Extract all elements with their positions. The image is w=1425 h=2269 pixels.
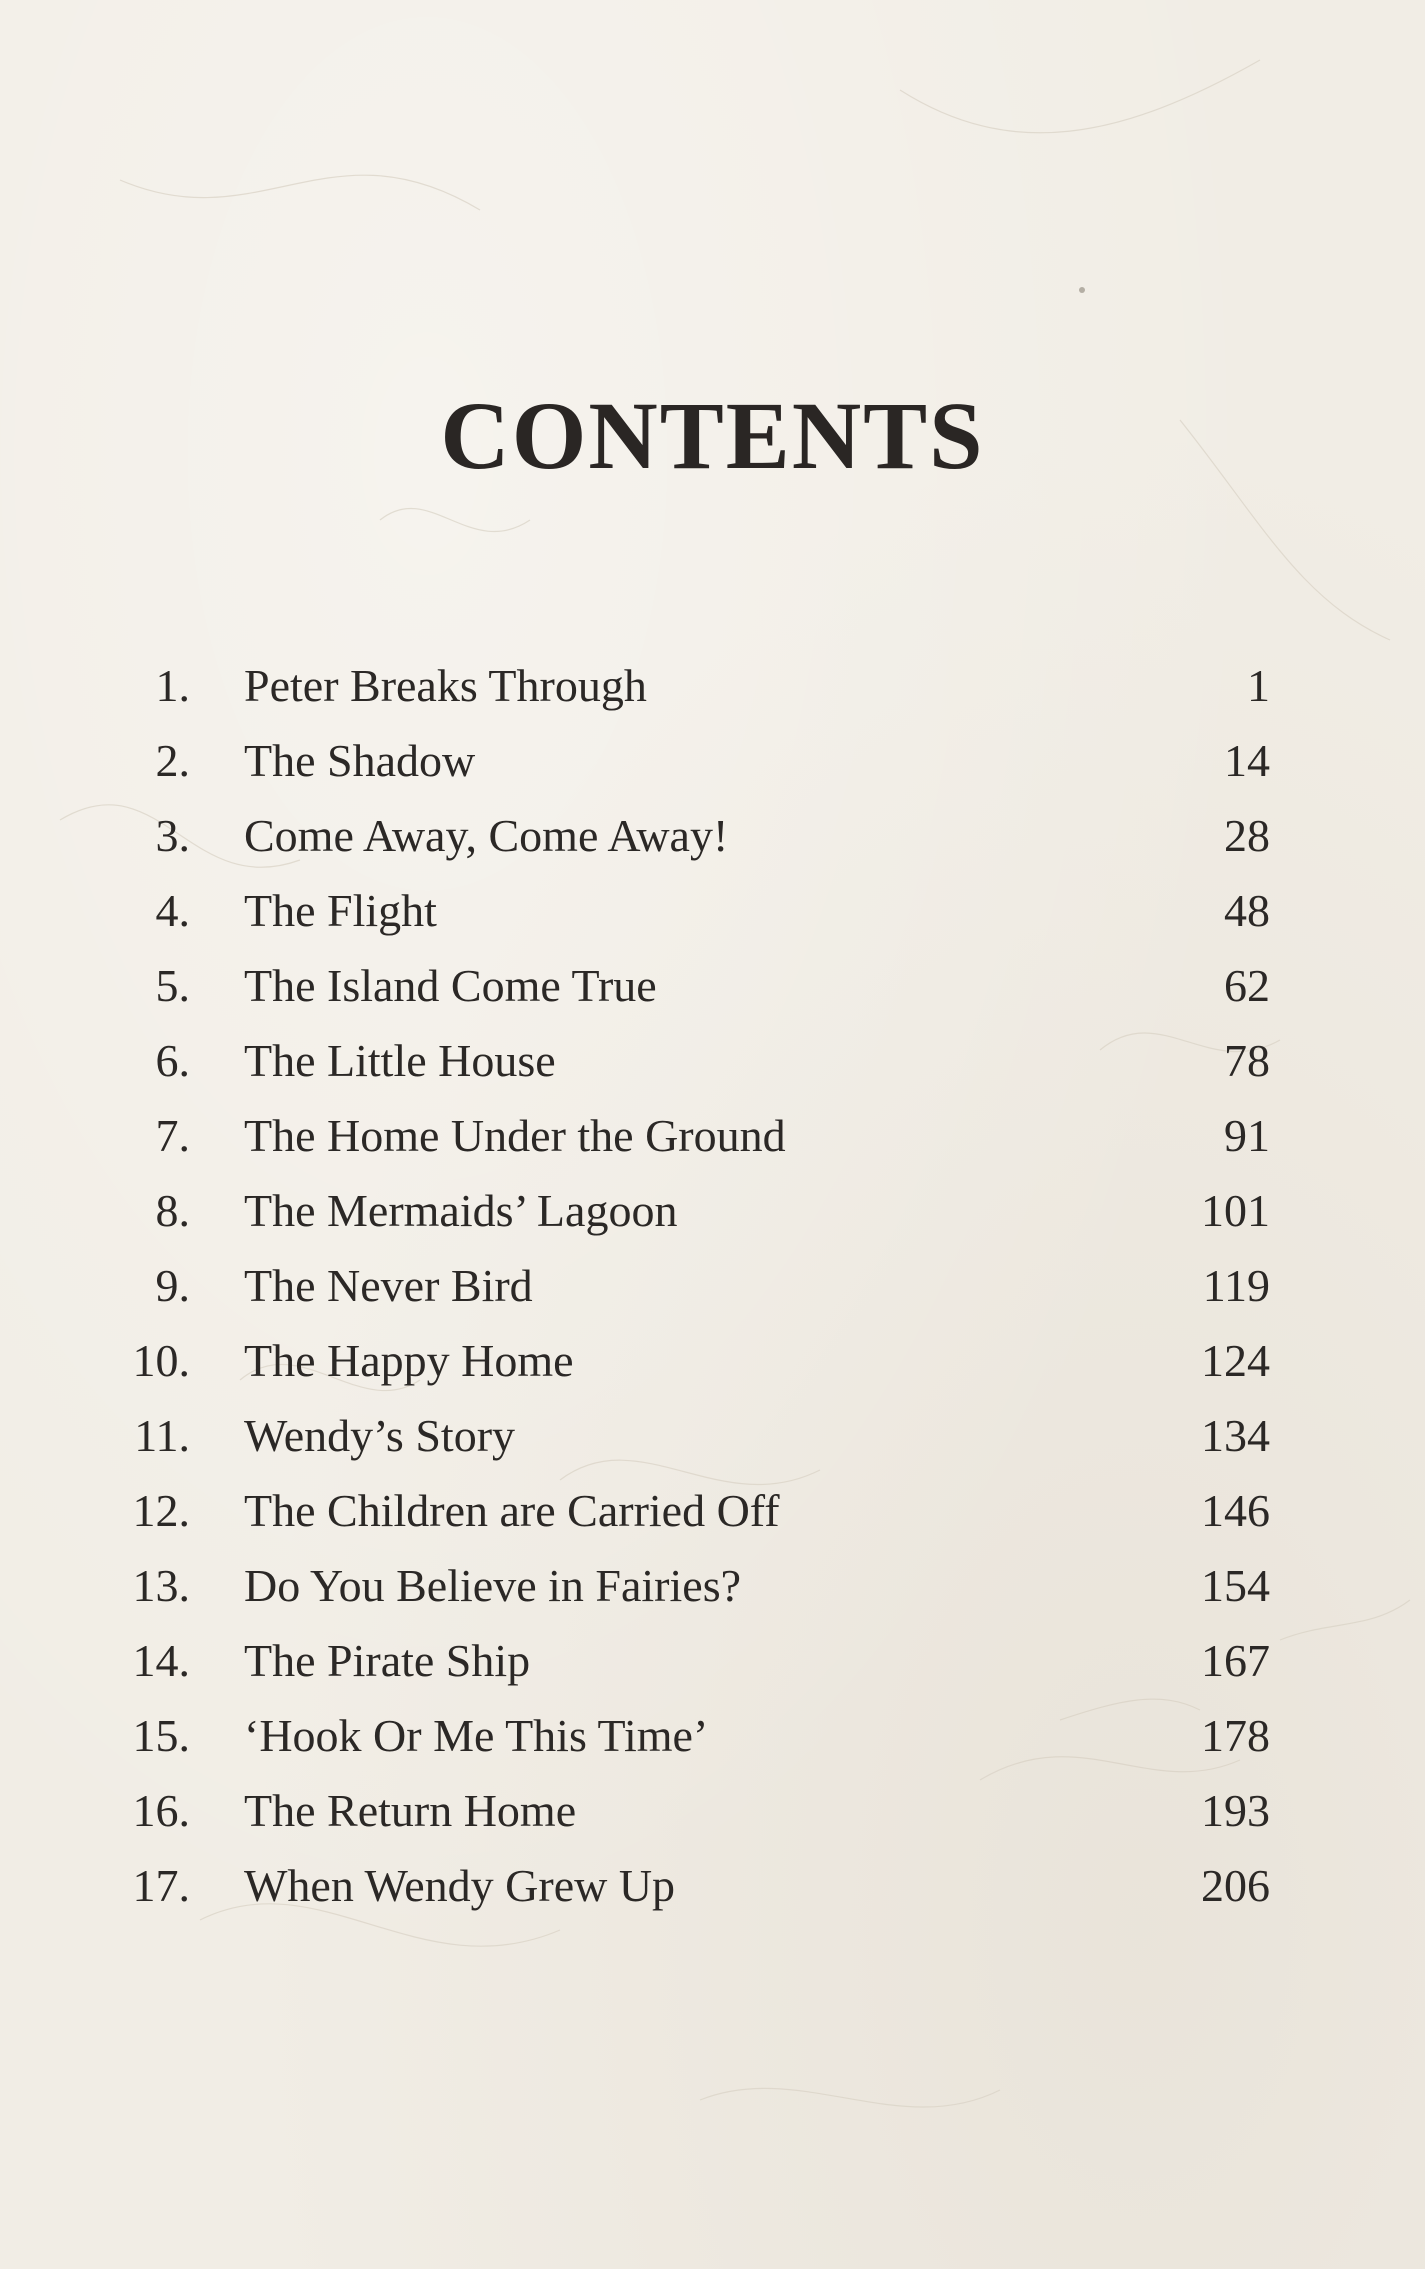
chapter-title: When Wendy Grew Up bbox=[244, 1860, 676, 1911]
chapter-number: 14. bbox=[132, 1635, 190, 1686]
toc-entry bbox=[0, 1780, 1425, 1855]
chapter-title: The Never Bird bbox=[244, 1260, 533, 1311]
chapter-title: Come Away, Come Away! bbox=[244, 810, 729, 861]
chapter-page-number: 1 bbox=[1247, 660, 1270, 711]
chapter-number: 15. bbox=[132, 1710, 190, 1761]
chapter-title: ‘Hook Or Me This Time’ bbox=[244, 1710, 709, 1761]
chapter-title: The Pirate Ship bbox=[244, 1635, 531, 1686]
chapter-page-number: 146 bbox=[1201, 1485, 1270, 1536]
toc-entry bbox=[0, 1630, 1425, 1705]
chapter-title: The Return Home bbox=[244, 1785, 577, 1836]
toc-entry bbox=[0, 730, 1425, 805]
chapter-page-number: 28 bbox=[1224, 810, 1270, 861]
toc-entry bbox=[0, 1705, 1425, 1780]
chapter-page-number: 78 bbox=[1224, 1035, 1270, 1086]
chapter-page-number: 134 bbox=[1201, 1410, 1270, 1461]
chapter-title: The Home Under the Ground bbox=[244, 1110, 786, 1161]
chapter-number: 10. bbox=[132, 1335, 190, 1386]
chapter-title: Peter Breaks Through bbox=[244, 660, 647, 711]
chapter-title: The Happy Home bbox=[244, 1335, 574, 1386]
chapter-page-number: 167 bbox=[1201, 1635, 1270, 1686]
chapter-number: 1. bbox=[155, 660, 190, 711]
chapter-page-number: 62 bbox=[1224, 960, 1270, 1011]
chapter-title: Do You Believe in Fairies? bbox=[244, 1560, 742, 1611]
toc-entry bbox=[0, 1555, 1425, 1630]
page-title: CONTENTS bbox=[440, 382, 985, 489]
chapter-number: 17. bbox=[132, 1860, 190, 1911]
toc-entry bbox=[0, 1855, 1425, 1930]
toc-entry bbox=[0, 655, 1425, 730]
chapter-number: 6. bbox=[155, 1035, 190, 1086]
chapter-title: The Shadow bbox=[244, 735, 476, 786]
toc-entry bbox=[0, 1330, 1425, 1405]
chapter-page-number: 119 bbox=[1202, 1260, 1270, 1311]
chapter-title: The Mermaids’ Lagoon bbox=[244, 1185, 678, 1236]
chapter-title: Wendy’s Story bbox=[244, 1410, 516, 1461]
toc-entry bbox=[0, 805, 1425, 880]
chapter-number: 3. bbox=[155, 810, 190, 861]
chapter-page-number: 91 bbox=[1224, 1110, 1270, 1161]
chapter-page-number: 124 bbox=[1201, 1335, 1270, 1386]
toc-entry bbox=[0, 1180, 1425, 1255]
toc-entry bbox=[0, 955, 1425, 1030]
chapter-number: 8. bbox=[155, 1185, 190, 1236]
chapter-page-number: 178 bbox=[1201, 1710, 1270, 1761]
chapter-page-number: 206 bbox=[1201, 1860, 1270, 1911]
toc-entry bbox=[0, 1405, 1425, 1480]
toc-entry bbox=[0, 880, 1425, 955]
chapter-title: The Flight bbox=[244, 885, 437, 936]
chapter-title: The Little House bbox=[244, 1035, 556, 1086]
chapter-title: The Island Come True bbox=[244, 960, 657, 1011]
chapter-number: 5. bbox=[155, 960, 190, 1011]
toc-entry bbox=[0, 1480, 1425, 1555]
chapter-number: 16. bbox=[132, 1785, 190, 1836]
chapter-number: 11. bbox=[134, 1410, 190, 1461]
toc-entry bbox=[0, 1030, 1425, 1105]
chapter-title: The Children are Carried Off bbox=[244, 1485, 780, 1536]
chapter-page-number: 193 bbox=[1201, 1785, 1270, 1836]
chapter-number: 4. bbox=[155, 885, 190, 936]
chapter-number: 12. bbox=[132, 1485, 190, 1536]
chapter-page-number: 154 bbox=[1201, 1560, 1270, 1611]
toc-entry bbox=[0, 1105, 1425, 1180]
chapter-page-number: 101 bbox=[1201, 1185, 1270, 1236]
chapter-number: 9. bbox=[155, 1260, 190, 1311]
chapter-page-number: 14 bbox=[1224, 735, 1270, 786]
table-of-contents bbox=[0, 655, 1425, 1930]
chapter-number: 13. bbox=[132, 1560, 190, 1611]
chapter-page-number: 48 bbox=[1224, 885, 1270, 936]
chapter-number: 7. bbox=[155, 1110, 190, 1161]
chapter-number: 2. bbox=[155, 735, 190, 786]
toc-entry bbox=[0, 1255, 1425, 1330]
